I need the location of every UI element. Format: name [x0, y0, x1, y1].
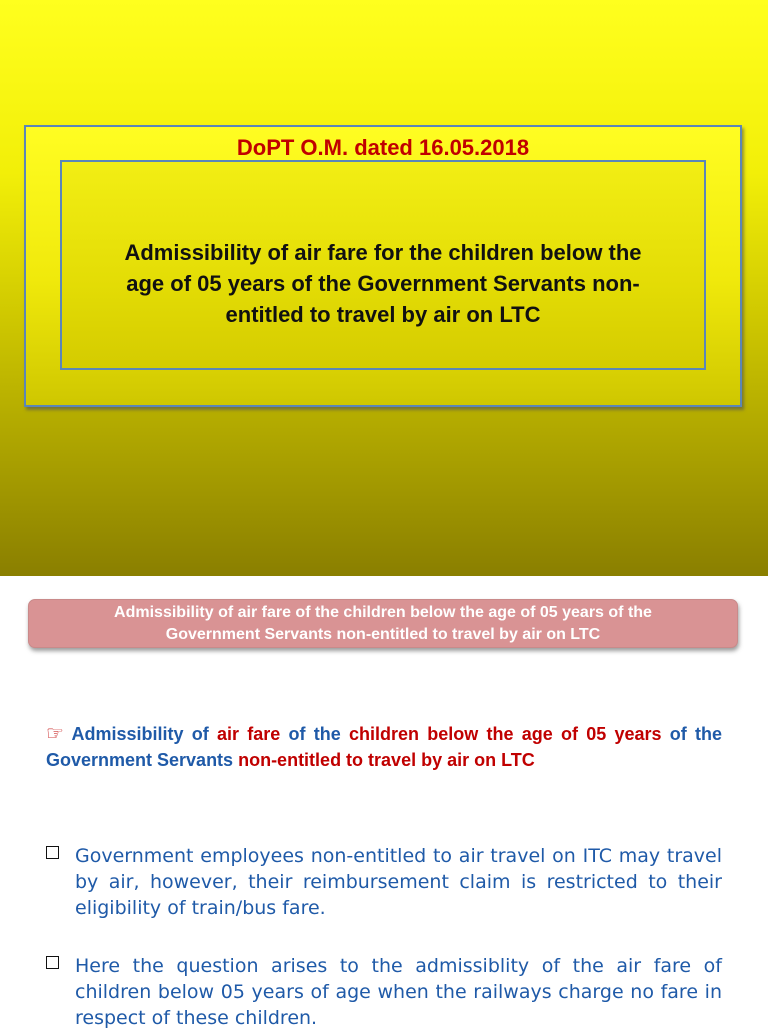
lead-part-2: air fare [217, 724, 281, 744]
banner-line-1: Admissibility of air fare of the children below the age of 05 years of the [114, 604, 652, 621]
lead-paragraph [46, 721, 722, 773]
slide-header-banner [28, 599, 738, 648]
subject-line-1: Admissibility of air fare for the children below the [124, 240, 642, 265]
subject-text [62, 237, 704, 330]
bullet-item [46, 843, 722, 921]
square-bullet-icon [46, 956, 59, 969]
inner-frame [60, 160, 706, 370]
banner-line-2: Government Servants non-entitled to travel by air on LTC [165, 626, 601, 643]
bullet-item [46, 953, 722, 1031]
pointing-hand-icon: ☞ [46, 723, 64, 745]
lead-part-4: children below the age of 05 years [349, 724, 662, 744]
bullet-text: Government employees non-entitled to air travel on ITC may travel by air, however, their reimbursement claim is restricted to their eligibility of train/bus fare. [75, 845, 722, 919]
square-bullet-icon [46, 846, 59, 859]
bullet-text: Here the question arises to the admissiblity of the air fare of children below 05 years of age when the railways charge no fare in respect of these children. [75, 955, 722, 1029]
lead-part-1: Admissibility of [71, 724, 218, 744]
lead-part-6: non-entitled to travel by air on LTC [238, 750, 535, 770]
outer-frame [24, 125, 742, 407]
subject-line-2: age of 05 years of the Government Servants non- [126, 271, 640, 296]
lead-part-3: of the [280, 724, 349, 744]
lead-part-5: of the Government Servants [46, 724, 722, 770]
om-title: DoPT O.M. dated 16.05.2018 [236, 135, 530, 160]
subject-line-3: entitled to travel by air on LTC [225, 302, 541, 327]
